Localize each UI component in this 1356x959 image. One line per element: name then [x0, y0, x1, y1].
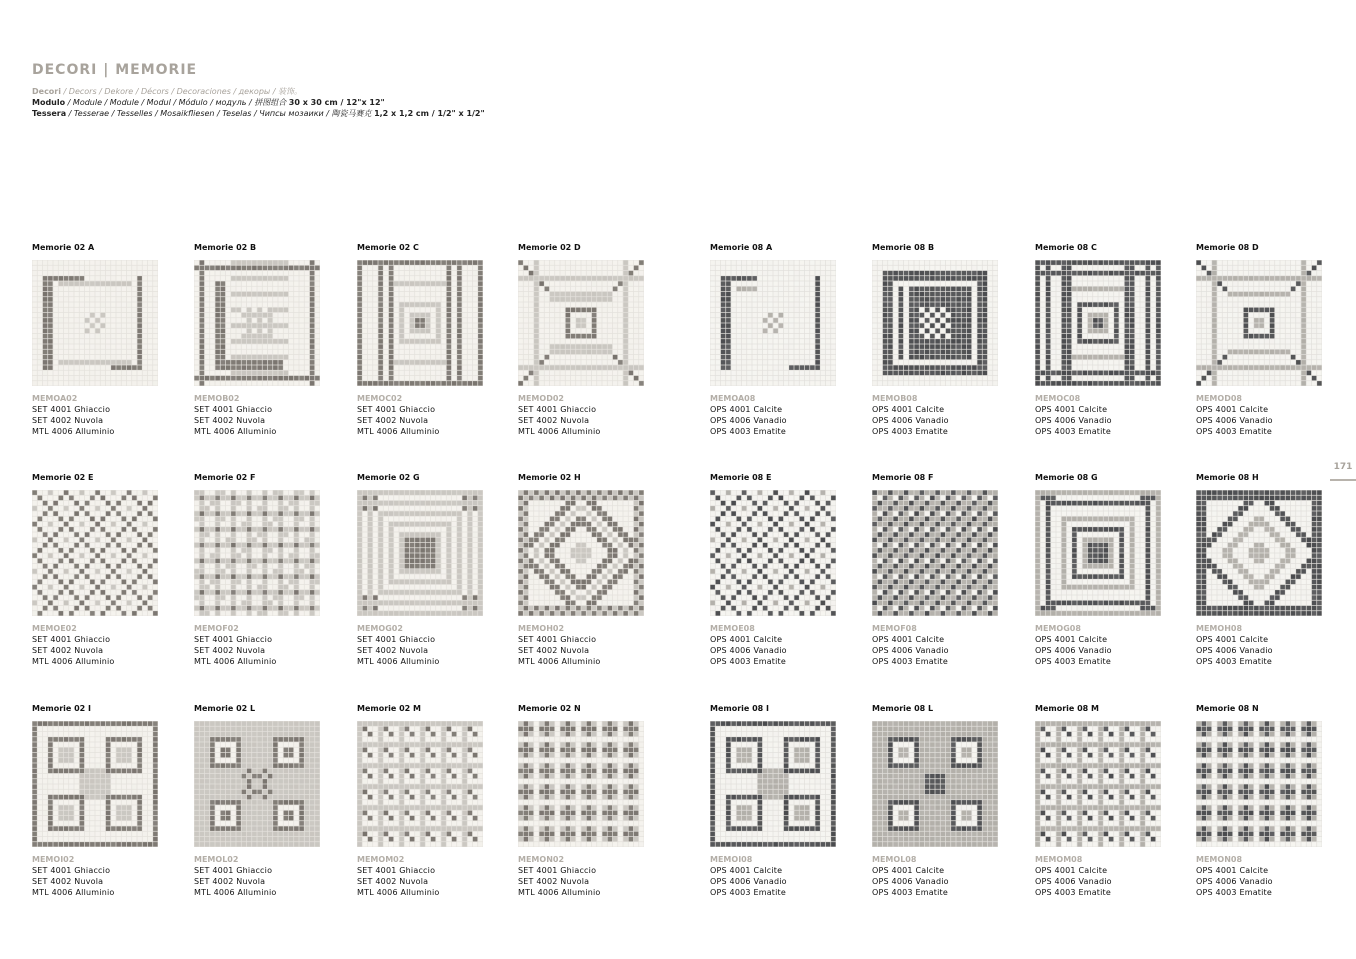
mosaic-tile — [1196, 721, 1326, 847]
mosaic-tile — [1035, 490, 1165, 616]
material-spec: OPS 4001 Calcite — [872, 866, 945, 875]
tessera-label: Tessera — [32, 109, 67, 118]
product-card — [1035, 472, 1165, 667]
product-code: MEMOD02 — [518, 394, 564, 403]
mosaic-tile — [32, 260, 162, 386]
mosaic-tile-image — [518, 721, 644, 847]
mosaic-tile — [1196, 490, 1326, 616]
product-name: Memorie 08 H — [1196, 473, 1259, 482]
material-spec: MTL 4006 Alluminio — [32, 888, 115, 897]
mosaic-tile — [872, 490, 1002, 616]
mosaic-tile — [357, 490, 487, 616]
product-code: MEMOH08 — [1196, 624, 1243, 633]
product-name: Memorie 08 F — [872, 473, 934, 482]
product-code: MEMOH02 — [518, 624, 565, 633]
product-card — [872, 703, 1002, 898]
product-code: MEMOE08 — [710, 624, 755, 633]
product-name: Memorie 08 C — [1035, 243, 1097, 252]
modulo-translations: / Module / Module / Modul / Módulo / модуль / 拼图组合 — [67, 98, 287, 107]
product-card — [710, 242, 840, 437]
material-spec: SET 4001 Ghiaccio — [357, 405, 436, 414]
material-spec: OPS 4003 Ematite — [872, 657, 949, 666]
mosaic-tile — [357, 260, 487, 386]
page-number: 171 — [1333, 462, 1353, 472]
material-spec: SET 4001 Ghiaccio — [518, 635, 597, 644]
product-code: MEMOC08 — [1035, 394, 1081, 403]
product-name: Memorie 02 D — [518, 243, 581, 252]
mosaic-tile-image — [710, 490, 836, 616]
material-spec: OPS 4006 Vanadio — [872, 646, 949, 655]
material-spec: SET 4001 Ghiaccio — [32, 866, 111, 875]
mosaic-tile-image — [357, 260, 483, 386]
product-name: Memorie 08 G — [1035, 473, 1098, 482]
material-spec: OPS 4006 Vanadio — [872, 416, 949, 425]
mosaic-tile-image — [872, 260, 998, 386]
product-card — [32, 472, 162, 667]
material-spec: OPS 4001 Calcite — [1196, 405, 1269, 414]
product-name: Memorie 02 G — [357, 473, 420, 482]
product-card — [710, 472, 840, 667]
product-name: Memorie 08 L — [872, 704, 934, 713]
product-code: MEMOE02 — [32, 624, 77, 633]
product-card — [32, 242, 162, 437]
material-spec: OPS 4003 Ematite — [1196, 888, 1273, 897]
product-name: Memorie 02 L — [194, 704, 256, 713]
mosaic-tile-image — [1196, 260, 1322, 386]
material-spec: SET 4001 Ghiaccio — [518, 866, 597, 875]
mosaic-tile-image — [518, 260, 644, 386]
mosaic-tile-image — [32, 490, 158, 616]
page-number-rule — [1330, 479, 1356, 481]
product-code: MEMOI02 — [32, 855, 75, 864]
mosaic-tile — [194, 721, 324, 847]
product-code: MEMOI08 — [710, 855, 753, 864]
material-spec: OPS 4001 Calcite — [710, 635, 783, 644]
modulo-value: 30 x 30 cm / 12"x 12" — [288, 98, 385, 107]
material-spec: OPS 4001 Calcite — [872, 635, 945, 644]
product-name: Memorie 08 B — [872, 243, 935, 252]
material-spec: OPS 4006 Vanadio — [1196, 877, 1273, 886]
material-spec: SET 4002 Nuvola — [518, 416, 590, 425]
product-card — [357, 703, 487, 898]
material-spec: SET 4002 Nuvola — [518, 877, 590, 886]
material-spec: MTL 4006 Alluminio — [32, 657, 115, 666]
material-spec: OPS 4006 Vanadio — [1035, 416, 1112, 425]
material-spec: MTL 4006 Alluminio — [518, 888, 601, 897]
mosaic-tile-image — [1035, 490, 1161, 616]
mosaic-tile-image — [1035, 721, 1161, 847]
mosaic-tile-image — [710, 260, 836, 386]
material-spec: SET 4002 Nuvola — [357, 646, 429, 655]
material-spec: MTL 4006 Alluminio — [194, 888, 277, 897]
mosaic-tile — [1035, 260, 1165, 386]
product-card — [1196, 242, 1326, 437]
material-spec: SET 4002 Nuvola — [32, 646, 104, 655]
product-code: MEMOB08 — [872, 394, 918, 403]
product-card — [194, 242, 324, 437]
product-name: Memorie 02 H — [518, 473, 581, 482]
product-card — [357, 472, 487, 667]
material-spec: OPS 4003 Ematite — [710, 888, 787, 897]
product-card — [518, 242, 648, 437]
product-card — [872, 242, 1002, 437]
mosaic-tile — [518, 260, 648, 386]
mosaic-tile — [710, 260, 840, 386]
product-code: MEMOL08 — [872, 855, 917, 864]
mosaic-tile — [194, 490, 324, 616]
mosaic-tile — [1196, 260, 1326, 386]
product-card — [1035, 703, 1165, 898]
material-spec: OPS 4001 Calcite — [1035, 866, 1108, 875]
mosaic-tile — [518, 490, 648, 616]
product-name: Memorie 02 I — [32, 704, 92, 713]
mosaic-tile-image — [1196, 490, 1322, 616]
decori-line — [32, 86, 485, 97]
material-spec: SET 4002 Nuvola — [32, 416, 104, 425]
mosaic-tile — [357, 721, 487, 847]
product-card — [710, 703, 840, 898]
material-spec: OPS 4001 Calcite — [1035, 405, 1108, 414]
material-spec: OPS 4003 Ematite — [1035, 888, 1112, 897]
material-spec: SET 4001 Ghiaccio — [194, 405, 273, 414]
product-code: MEMOD08 — [1196, 394, 1242, 403]
material-spec: OPS 4006 Vanadio — [1035, 877, 1112, 886]
material-spec: SET 4001 Ghiaccio — [518, 405, 597, 414]
material-spec: SET 4001 Ghiaccio — [194, 866, 273, 875]
product-name: Memorie 08 A — [710, 243, 773, 252]
product-name: Memorie 08 I — [710, 704, 770, 713]
material-spec: OPS 4006 Vanadio — [1196, 646, 1273, 655]
material-spec: MTL 4006 Alluminio — [357, 888, 440, 897]
mosaic-tile-image — [872, 721, 998, 847]
mosaic-tile — [32, 721, 162, 847]
product-name: Memorie 08 M — [1035, 704, 1099, 713]
material-spec: OPS 4001 Calcite — [1196, 866, 1269, 875]
product-card — [194, 472, 324, 667]
product-name: Memorie 02 F — [194, 473, 256, 482]
product-code: MEMON08 — [1196, 855, 1243, 864]
mosaic-tile — [32, 490, 162, 616]
material-spec: SET 4002 Nuvola — [357, 416, 429, 425]
material-spec: MTL 4006 Alluminio — [357, 427, 440, 436]
product-card — [518, 703, 648, 898]
mosaic-tile-image — [357, 721, 483, 847]
mosaic-tile-image — [357, 490, 483, 616]
product-code: MEMOC02 — [357, 394, 403, 403]
material-spec: OPS 4006 Vanadio — [872, 877, 949, 886]
product-code: MEMOA08 — [710, 394, 756, 403]
product-card — [194, 703, 324, 898]
mosaic-tile-image — [872, 490, 998, 616]
decori-label: Decori — [32, 87, 61, 96]
material-spec: OPS 4003 Ematite — [1035, 427, 1112, 436]
mosaic-tile — [1035, 721, 1165, 847]
material-spec: MTL 4006 Alluminio — [357, 657, 440, 666]
mosaic-tile-image — [518, 490, 644, 616]
product-name: Memorie 02 N — [518, 704, 581, 713]
mosaic-tile-image — [710, 721, 836, 847]
material-spec: OPS 4006 Vanadio — [1196, 416, 1273, 425]
material-spec: OPS 4001 Calcite — [710, 405, 783, 414]
product-code: MEMON02 — [518, 855, 565, 864]
material-spec: MTL 4006 Alluminio — [194, 657, 277, 666]
mosaic-tile-image — [194, 260, 320, 386]
material-spec: OPS 4006 Vanadio — [1035, 646, 1112, 655]
product-name: Memorie 02 C — [357, 243, 419, 252]
product-card — [357, 242, 487, 437]
material-spec: SET 4002 Nuvola — [32, 877, 104, 886]
material-spec: SET 4002 Nuvola — [194, 877, 266, 886]
mosaic-tile-image — [32, 260, 158, 386]
mosaic-tile — [710, 721, 840, 847]
product-code: MEMOM08 — [1035, 855, 1083, 864]
material-spec: OPS 4006 Vanadio — [710, 416, 787, 425]
mosaic-tile-image — [194, 721, 320, 847]
material-spec: MTL 4006 Alluminio — [518, 427, 601, 436]
material-spec: MTL 4006 Alluminio — [32, 427, 115, 436]
modulo-label: Modulo — [32, 98, 66, 107]
material-spec: OPS 4003 Ematite — [1196, 657, 1273, 666]
tessera-value: 1,2 x 1,2 cm / 1/2" x 1/2" — [374, 109, 485, 118]
mosaic-tile — [518, 721, 648, 847]
material-spec: SET 4002 Nuvola — [518, 646, 590, 655]
product-name: Memorie 08 D — [1196, 243, 1259, 252]
material-spec: OPS 4006 Vanadio — [710, 877, 787, 886]
material-spec: OPS 4003 Ematite — [872, 427, 949, 436]
product-code: MEMOG08 — [1035, 624, 1081, 633]
material-spec: OPS 4001 Calcite — [710, 866, 783, 875]
material-spec: SET 4002 Nuvola — [357, 877, 429, 886]
product-card — [1196, 703, 1326, 898]
mosaic-tile — [872, 721, 1002, 847]
material-spec: SET 4001 Ghiaccio — [357, 866, 436, 875]
product-name: Memorie 02 M — [357, 704, 421, 713]
product-card — [1035, 242, 1165, 437]
mosaic-tile-image — [1035, 260, 1161, 386]
product-code: MEMOM02 — [357, 855, 405, 864]
material-spec: OPS 4001 Calcite — [1035, 635, 1108, 644]
mosaic-tile-image — [1196, 721, 1322, 847]
product-name: Memorie 08 N — [1196, 704, 1259, 713]
product-name: Memorie 02 A — [32, 243, 95, 252]
material-spec: OPS 4003 Ematite — [710, 427, 787, 436]
decori-translations: / Decors / Dekore / Décors / Decoraciones / декоры / 装饰。 — [63, 87, 302, 96]
product-code: MEMOF08 — [872, 624, 917, 633]
product-name: Memorie 02 B — [194, 243, 257, 252]
mosaic-tile — [710, 490, 840, 616]
product-code: MEMOL02 — [194, 855, 239, 864]
material-spec: SET 4001 Ghiaccio — [357, 635, 436, 644]
page-title: DECORI | MEMORIE — [32, 62, 198, 78]
material-spec: OPS 4001 Calcite — [872, 405, 945, 414]
material-spec: OPS 4003 Ematite — [1035, 657, 1112, 666]
product-code: MEMOG02 — [357, 624, 403, 633]
mosaic-tile — [194, 260, 324, 386]
product-code: MEMOA02 — [32, 394, 78, 403]
tessera-translations: / Tesserae / Tesselles / Mosaikfliesen / Teselas / Чипсы мозаики / 陶瓷马赛克 — [68, 109, 372, 118]
material-spec: SET 4002 Nuvola — [194, 646, 266, 655]
material-spec: SET 4002 Nuvola — [194, 416, 266, 425]
product-card — [1196, 472, 1326, 667]
product-code: MEMOB02 — [194, 394, 240, 403]
mosaic-tile — [872, 260, 1002, 386]
material-spec: OPS 4003 Ematite — [710, 657, 787, 666]
material-spec: MTL 4006 Alluminio — [194, 427, 277, 436]
product-name: Memorie 02 E — [32, 473, 94, 482]
material-spec: MTL 4006 Alluminio — [518, 657, 601, 666]
material-spec: SET 4001 Ghiaccio — [32, 635, 111, 644]
product-card — [518, 472, 648, 667]
mosaic-tile-image — [194, 490, 320, 616]
product-card — [872, 472, 1002, 667]
page-header — [32, 62, 485, 119]
material-spec: SET 4001 Ghiaccio — [194, 635, 273, 644]
material-spec: OPS 4006 Vanadio — [710, 646, 787, 655]
product-card — [32, 703, 162, 898]
tessera-line — [32, 108, 485, 119]
mosaic-tile-image — [32, 721, 158, 847]
product-code: MEMOF02 — [194, 624, 239, 633]
material-spec: OPS 4003 Ematite — [1196, 427, 1273, 436]
material-spec: OPS 4003 Ematite — [872, 888, 949, 897]
modulo-line — [32, 97, 485, 108]
material-spec: SET 4001 Ghiaccio — [32, 405, 111, 414]
material-spec: OPS 4001 Calcite — [1196, 635, 1269, 644]
product-name: Memorie 08 E — [710, 473, 772, 482]
